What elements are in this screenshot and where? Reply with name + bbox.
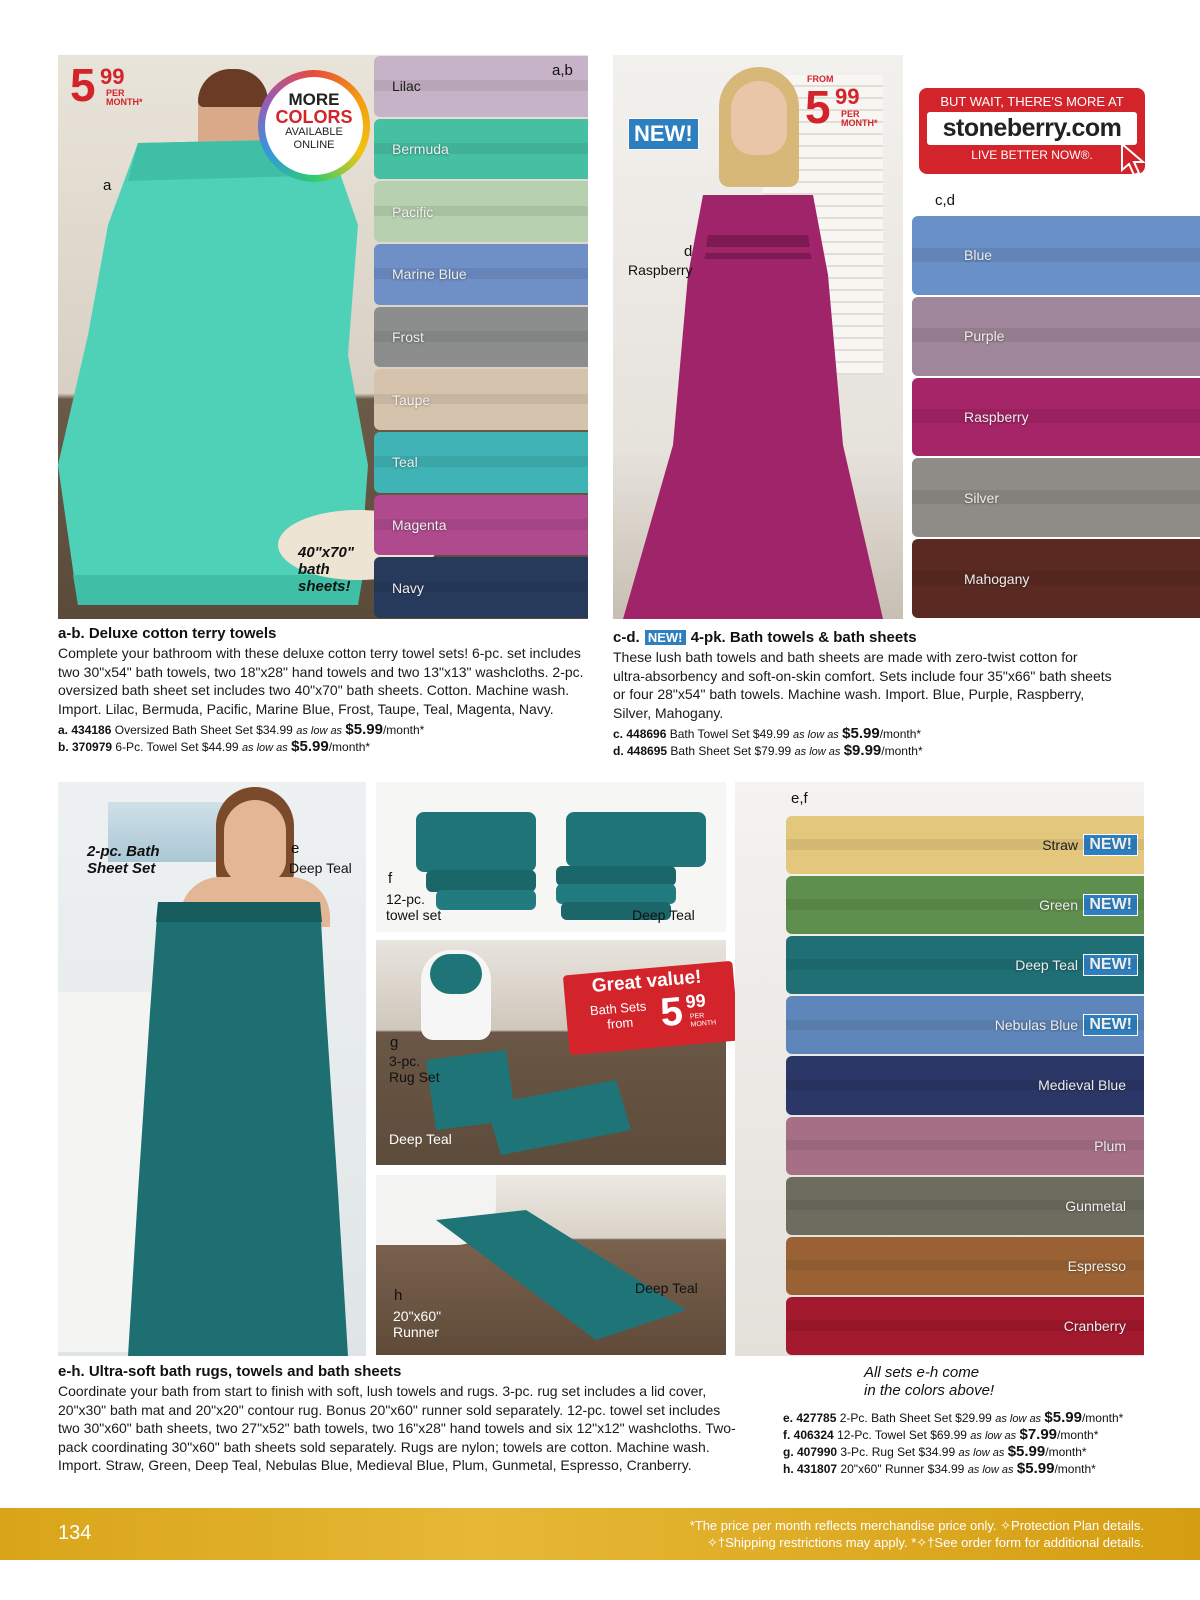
- towel-color-label: Purple: [964, 328, 1005, 345]
- item-sku: c. 448696: [613, 727, 667, 741]
- cursor-icon: [1120, 142, 1148, 178]
- letter-cd: c,d: [935, 192, 956, 209]
- item-as-low: as low as: [794, 746, 841, 758]
- heading-ab: a-b. Deluxe cotton terry towels: [58, 625, 277, 642]
- all-sets-note: [864, 1364, 994, 1400]
- items-eh: [783, 1410, 1123, 1478]
- towel-band: [786, 1237, 1144, 1295]
- item-price: $29.99: [955, 1411, 992, 1425]
- product-info-ab: [58, 625, 590, 756]
- item-sku: f. 406324: [783, 1428, 834, 1442]
- letter-f: f: [388, 870, 393, 887]
- towel-band: [912, 378, 1200, 457]
- all-sets-line2: in the colors above!: [864, 1382, 995, 1399]
- towel-band: [786, 1056, 1144, 1114]
- product-info-eh: [58, 1363, 738, 1475]
- item-suffix: /month*: [1045, 1445, 1087, 1459]
- stoneberry-promo[interactable]: [919, 88, 1145, 174]
- price-dollars: 5: [70, 59, 96, 111]
- towel-color-label: Frost: [392, 328, 424, 345]
- item-line: [783, 1444, 1123, 1461]
- towel-band: [912, 216, 1200, 295]
- towel-band: [374, 307, 588, 368]
- heading-cd: 4-pk. Bath towels & bath sheets: [690, 629, 917, 646]
- heading-cd-row: [613, 629, 1113, 646]
- great-value-tag: [563, 961, 739, 1056]
- item-suffix: /month*: [879, 727, 922, 741]
- towel-color-label: Lilac: [392, 78, 421, 95]
- towel-band: [374, 495, 588, 556]
- colors-label: COLORS: [275, 107, 353, 127]
- caption-g-line1: 3-pc.: [389, 1053, 421, 1069]
- towel-band: [912, 458, 1200, 537]
- item-price: $69.99: [930, 1428, 967, 1442]
- stoneberry-site[interactable]: stoneberry.com: [942, 114, 1122, 142]
- towel-color-label: Marine Blue: [392, 266, 467, 283]
- towel-stack-ab: [374, 55, 588, 619]
- footnote-1: *The price per month reflects merchandise price only. ✧Protection Plan details.: [689, 1518, 1144, 1533]
- great-value-label: Great value!: [590, 966, 703, 998]
- color-e: Deep Teal: [289, 860, 352, 876]
- heading-eh: e-h. Ultra-soft bath rugs, towels and bath sheets: [58, 1363, 402, 1380]
- new-badge-cd: [628, 118, 699, 150]
- from-label: FROM: [807, 74, 834, 84]
- item-as-low: as low as: [970, 1430, 1017, 1442]
- towel-color-label: Mahogany: [964, 570, 1030, 587]
- price-cents: 99: [835, 84, 860, 109]
- title-line1: 2-pc. Bath: [87, 843, 160, 860]
- item-line: [613, 743, 1113, 760]
- lid-cover: [430, 954, 482, 994]
- item-line: [613, 726, 1113, 743]
- more-label: MORE: [288, 90, 340, 109]
- caption-h-line1: 20"x60": [393, 1308, 442, 1324]
- towel-band: [786, 936, 1144, 994]
- new-badge: NEW!: [1083, 894, 1138, 916]
- promo-site-box: [927, 112, 1137, 145]
- all-sets-line1: All sets e-h come: [864, 1364, 980, 1381]
- item-price: $79.99: [754, 744, 792, 758]
- item-suffix: /month*: [1081, 1411, 1124, 1425]
- letter-h: h: [394, 1287, 403, 1304]
- title-line2: Sheet Set: [87, 860, 156, 877]
- caption-f: [386, 891, 441, 923]
- caption-f-line1: 12-pc.: [386, 891, 425, 907]
- raspberry-bath-sheet: [613, 195, 903, 619]
- price-cents: 99: [100, 64, 125, 89]
- towel-color-label: Pacific: [392, 203, 434, 220]
- item-sku: a. 434186: [58, 723, 112, 737]
- price-month: MONTH*: [841, 118, 878, 128]
- item-sku: e. 427785: [783, 1411, 837, 1425]
- towel-color-label: Navy: [392, 579, 424, 596]
- price-month: MONTH*: [106, 97, 143, 107]
- color-g: Deep Teal: [389, 1131, 452, 1147]
- item-suffix: /month*: [881, 744, 923, 758]
- towel-band: [374, 557, 588, 618]
- item-name: 2-Pc. Bath Sheet Set: [839, 1411, 952, 1425]
- footer-bar: [0, 1508, 1200, 1560]
- bath-sets-label: Bath Sets: [589, 998, 647, 1019]
- bath-sheet-word: bath: [298, 561, 330, 578]
- item-price: $49.99: [752, 727, 790, 741]
- towel-stack-ef: [786, 815, 1144, 1356]
- towel-color-label: Bermuda: [392, 140, 449, 157]
- towel-band: [786, 816, 1144, 874]
- items-cd: [613, 726, 1113, 760]
- item-line: [783, 1461, 1123, 1478]
- online-label: ONLINE: [293, 139, 335, 151]
- color-h: Deep Teal: [635, 1280, 698, 1296]
- item-price: $34.99: [927, 1462, 965, 1476]
- product-info-cd: [613, 629, 1113, 760]
- item-sku: h. 431807: [783, 1462, 838, 1476]
- price-per: PER: [841, 109, 860, 119]
- item-suffix: /month*: [328, 740, 371, 754]
- item-monthly: $7.99: [1019, 1426, 1058, 1443]
- promo-line3: LIVE BETTER NOW®.: [971, 148, 1093, 162]
- item-monthly: $5.99: [345, 721, 383, 738]
- towel-band: [786, 876, 1144, 934]
- towel-color-label: Straw: [1042, 837, 1078, 854]
- towel-band: [374, 369, 588, 430]
- item-price: $44.99: [201, 740, 239, 754]
- price-per: PER: [106, 88, 125, 98]
- raspberry-caption: Raspberry: [628, 262, 693, 278]
- caption-h: [393, 1308, 441, 1340]
- letter-g: g: [390, 1034, 399, 1051]
- caption-f-line2: towel set: [386, 907, 442, 923]
- towel-color-label: Cranberry: [1063, 1317, 1126, 1334]
- item-suffix: /month*: [1054, 1462, 1096, 1476]
- item-monthly: $9.99: [843, 742, 882, 759]
- towel-band: [912, 539, 1200, 618]
- new-badge: NEW!: [1083, 1014, 1138, 1036]
- item-as-low: as low as: [792, 729, 839, 741]
- item-name: 20"x60" Runner: [840, 1462, 925, 1476]
- towel-band: [374, 244, 588, 305]
- towel-stack-cd: [912, 215, 1200, 619]
- bath-sheet-callout: [298, 544, 354, 595]
- desc-cd: These lush bath towels and bath sheets are made with zero-twist cotton for ultra-absorbency and soft-on-skin comfort. Sets include four 35"x66" bath sheets or four 28"x54" bath towels. Machine wash. Import. Blue, Purple, Raspberry, Silver, Mahogany.: [613, 649, 1112, 721]
- item-as-low: as low as: [967, 1464, 1014, 1476]
- caption-g-line2: Rug Set: [389, 1069, 440, 1085]
- color-f: Deep Teal: [632, 907, 695, 923]
- item-line: [783, 1410, 1123, 1427]
- item-name: 3-Pc. Rug Set: [840, 1445, 916, 1459]
- tag-price-per: PER: [689, 1012, 705, 1021]
- towel-band: [786, 1297, 1144, 1355]
- towel-color-label: Magenta: [392, 516, 447, 533]
- towel-color-label: Taupe: [392, 391, 431, 408]
- heading-cd-new: NEW!: [644, 629, 687, 646]
- items-ab: [58, 722, 590, 756]
- item-monthly: $5.99: [1007, 1443, 1046, 1460]
- tag-price-dollars: 5: [658, 989, 685, 1036]
- item-monthly: $5.99: [1044, 1409, 1082, 1426]
- towel-band: [374, 181, 588, 242]
- desc-ab: Complete your bathroom with these deluxe cotton terry towel sets! 6-pc. set includes two 30"x54" bath towels, two 18"x28" hand towels and two 13"x13" washcloths. 2-pc. oversized bath sheet set includes two 40"x70" bath sheets. Cotton. Machine wash. Import. Lilac, Bermuda, Pacific, Marine Blue, Frost, Taupe, Teal, Magenta, Navy.: [58, 645, 584, 717]
- towel-band: [912, 297, 1200, 376]
- item-price: $34.99: [256, 723, 293, 737]
- model-face: [224, 800, 286, 884]
- towel-color-label: Green: [1039, 897, 1078, 914]
- towel-band: [374, 119, 588, 180]
- caption-g: [389, 1053, 440, 1085]
- item-suffix: /month*: [1057, 1428, 1099, 1442]
- bath-sheet-size: 40"x70": [298, 544, 354, 561]
- item-line: [783, 1427, 1123, 1444]
- bath-sheet-set-title: [87, 843, 160, 877]
- item-sku: d. 448695: [613, 744, 668, 758]
- item-monthly: $5.99: [291, 738, 329, 755]
- new-badge: NEW!: [1083, 954, 1138, 976]
- item-name: Bath Sheet Set: [670, 744, 752, 758]
- from-label: from: [606, 1014, 634, 1032]
- towel-color-label: Medieval Blue: [1038, 1077, 1126, 1094]
- caption-h-line2: Runner: [393, 1324, 439, 1340]
- towel-band: [786, 996, 1144, 1054]
- item-as-low: as low as: [241, 742, 288, 754]
- item-name: Oversized Bath Sheet Set: [114, 723, 253, 737]
- item-as-low: as low as: [296, 725, 343, 737]
- towel-color-label: Plum: [1094, 1137, 1126, 1154]
- towel-color-label: Espresso: [1067, 1257, 1126, 1274]
- heading-cd-prefix: c-d.: [613, 629, 640, 646]
- towel-color-label: Deep Teal: [1015, 957, 1078, 974]
- letter-ef: e,f: [791, 790, 808, 807]
- item-line: [58, 722, 590, 739]
- letter-d: d: [684, 243, 693, 260]
- letter-e: e: [291, 840, 300, 857]
- tag-price-cents: 99: [684, 990, 707, 1012]
- item-line: [58, 739, 590, 756]
- item-as-low: as low as: [958, 1447, 1005, 1459]
- tag-price-month: MONTH: [690, 1019, 717, 1029]
- bath-sheet-exclaim: sheets!: [298, 578, 351, 595]
- towel-color-label: Silver: [964, 489, 1000, 506]
- more-colors-badge: [258, 70, 370, 182]
- item-name: Bath Towel Set: [669, 727, 750, 741]
- item-name: 12-Pc. Towel Set: [837, 1428, 927, 1442]
- towel-band: [786, 1117, 1144, 1175]
- towel-color-label: Raspberry: [964, 408, 1029, 425]
- towel-color-label: Teal: [392, 454, 418, 471]
- item-monthly: $5.99: [1016, 1460, 1055, 1477]
- footnotes: [690, 1517, 1144, 1551]
- new-label: NEW!: [628, 118, 699, 150]
- item-as-low: as low as: [995, 1413, 1042, 1425]
- item-monthly: $5.99: [842, 725, 880, 742]
- deep-teal-bath-sheet: [58, 892, 366, 1356]
- promo-line1: BUT WAIT, THERE'S MORE AT: [940, 94, 1124, 109]
- item-sku: g. 407990: [783, 1445, 838, 1459]
- page-number: 134: [58, 1522, 92, 1544]
- towel-band: [786, 1177, 1144, 1235]
- letter-a: a: [103, 177, 112, 194]
- item-price: $34.99: [918, 1445, 956, 1459]
- item-suffix: /month*: [382, 723, 425, 737]
- towel-band: [374, 432, 588, 493]
- model-hair: [198, 69, 268, 107]
- item-sku: b. 370979: [58, 740, 113, 754]
- price-dollars: 5: [805, 81, 831, 133]
- desc-eh: Coordinate your bath from start to finish with soft, lush towels and rugs. 3-pc. rug set includes a lid cover, 20"x30" bath mat and 20"x20" contour rug. Bonus 20"x60" runner sold separately. 12-pc. towel set includes two 30"x60" bath sheets, two 27"x52" bath towels, two 16"x28" hand towels and six 12"x12" washcloths. Two-pack coordinating 30"x60" bath sheets sold separately. Rugs are nylon; towels are cotton. Machine wash. Import. Straw, Green, Deep Teal, Nebulas Blue, Medieval Blue, Plum, Gunmetal, Espresso, Cranberry.: [58, 1383, 736, 1473]
- towel-color-label: Blue: [964, 247, 993, 264]
- price-badge-cd: [805, 74, 895, 138]
- towel-color-label: Gunmetal: [1065, 1197, 1126, 1214]
- model-face: [731, 81, 787, 155]
- footnote-2: ✧†Shipping restrictions may apply. *✧†See order form for additional details.: [706, 1535, 1144, 1550]
- price-badge-ab: [70, 59, 160, 122]
- available-label: AVAILABLE: [285, 126, 343, 138]
- runner-rug: [416, 1200, 716, 1350]
- towel-color-label: Nebulas Blue: [994, 1017, 1078, 1034]
- item-name: 6-Pc. Towel Set: [115, 740, 199, 754]
- letter-ab: a,b: [552, 62, 573, 79]
- new-badge: NEW!: [1083, 834, 1138, 856]
